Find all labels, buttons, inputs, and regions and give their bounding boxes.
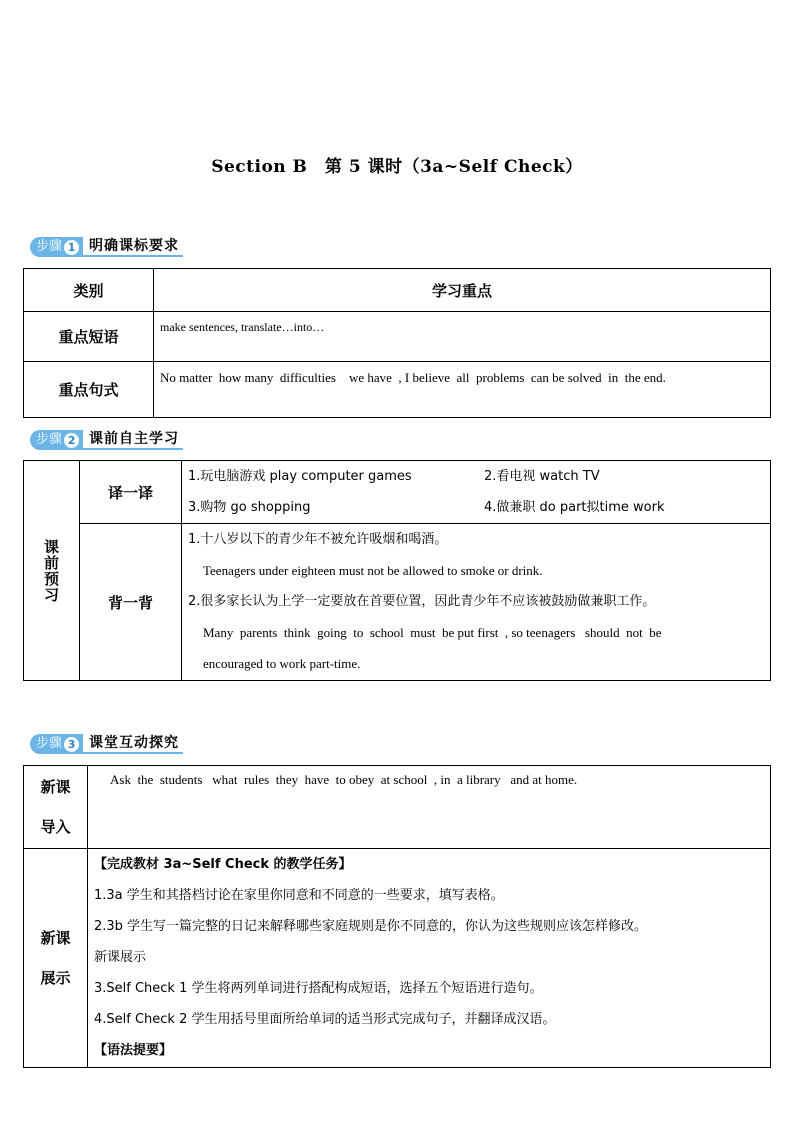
requirements-table — [23, 268, 771, 418]
recite-1-cn: 1.十八岁以下的青少年不被允许吸烟和喝酒。 — [188, 532, 448, 547]
task-4: 4.Self Check 2 学生用括号里面所给单词的适当形式完成句子，并翻译成汉语。 — [94, 1012, 556, 1027]
show-label-cell — [24, 849, 88, 1068]
step-3-header — [30, 734, 183, 754]
step-badge-label: 步骤 — [36, 736, 63, 751]
step-badge — [30, 430, 83, 450]
translate-item-2: 2.看电视 watch TV — [484, 469, 600, 484]
task-subheading: 新课展示 — [94, 950, 147, 965]
step-number: 1 — [64, 240, 79, 255]
key-phrases-label: 重点短语 — [24, 312, 154, 362]
task-heading: 【完成教材 3a~Self Check 的教学任务】 — [94, 857, 352, 872]
key-sentences-label: 重点句式 — [24, 362, 154, 418]
key-phrases-text: make sentences, translate…into… — [154, 312, 771, 362]
translate-item-4: 4.做兼职 do part拟time work — [484, 500, 665, 515]
key-sentences-text: No matter how many difficulties we have , I believe all problems can be solved in the end. — [154, 362, 771, 418]
recite-2-en-2: encouraged to work part-time. — [203, 656, 361, 671]
translate-label: 译一译 — [80, 461, 182, 524]
translate-item-1: 1.玩电脑游戏 play computer games — [188, 469, 412, 484]
step-badge — [30, 237, 83, 257]
translate-item-3: 3.购物 go shopping — [188, 500, 311, 515]
header-focus: 学习重点 — [154, 269, 771, 312]
step-title: 课前自主学习 — [83, 430, 183, 450]
step-badge — [30, 734, 83, 754]
preview-side-label: 课前预习 — [42, 538, 60, 603]
step-2-header — [30, 430, 183, 450]
task-1: 1.3a 学生和其搭档讨论在家里你同意和不同意的一些要求，填写表格。 — [94, 888, 504, 903]
preview-side-cell — [24, 461, 80, 681]
step-number: 3 — [64, 737, 79, 752]
intro-label-cell — [24, 766, 88, 849]
intro-text-content: Ask the students what rules they have to obey at school , in a library and at home. — [110, 772, 578, 787]
step-title: 明确课标要求 — [83, 237, 183, 257]
recite-2-en-1: Many parents think going to school must be put first , so teenagers should not be — [203, 625, 662, 640]
show-label-1: 新课 — [40, 929, 71, 947]
preview-table — [23, 460, 771, 681]
show-content — [88, 849, 771, 1068]
grammar-heading: 【语法提要】 — [94, 1043, 173, 1058]
task-3: 3.Self Check 1 学生将两列单词进行搭配构成短语，选择五个短语进行造句。 — [94, 981, 543, 996]
translate-cell — [182, 461, 771, 524]
step-title: 课堂互动探究 — [83, 734, 183, 754]
recite-cell — [182, 524, 771, 681]
header-category: 类别 — [24, 269, 154, 312]
recite-1-en: Teenagers under eighteen must not be allowed to smoke or drink. — [203, 563, 543, 578]
intro-label-2: 导入 — [40, 818, 71, 836]
intro-text — [88, 766, 771, 849]
recite-2-cn: 2.很多家长认为上学一定要放在首要位置，因此青少年不应该被鼓励做兼职工作。 — [188, 594, 656, 609]
intro-label-1: 新课 — [40, 778, 71, 796]
recite-label: 背一背 — [80, 524, 182, 681]
task-2: 2.3b 学生写一篇完整的日记来解释哪些家庭规则是你不同意的，你认为这些规则应该怎样修改。 — [94, 919, 648, 934]
step-number: 2 — [64, 433, 79, 448]
step-badge-label: 步骤 — [36, 239, 63, 254]
step-badge-label: 步骤 — [36, 432, 63, 447]
show-label-2: 展示 — [40, 969, 71, 987]
step-1-header — [30, 237, 183, 257]
page-title: Section B 第 5 课时（3a~Self Check） — [211, 157, 583, 177]
class-activity-table — [23, 765, 771, 1068]
